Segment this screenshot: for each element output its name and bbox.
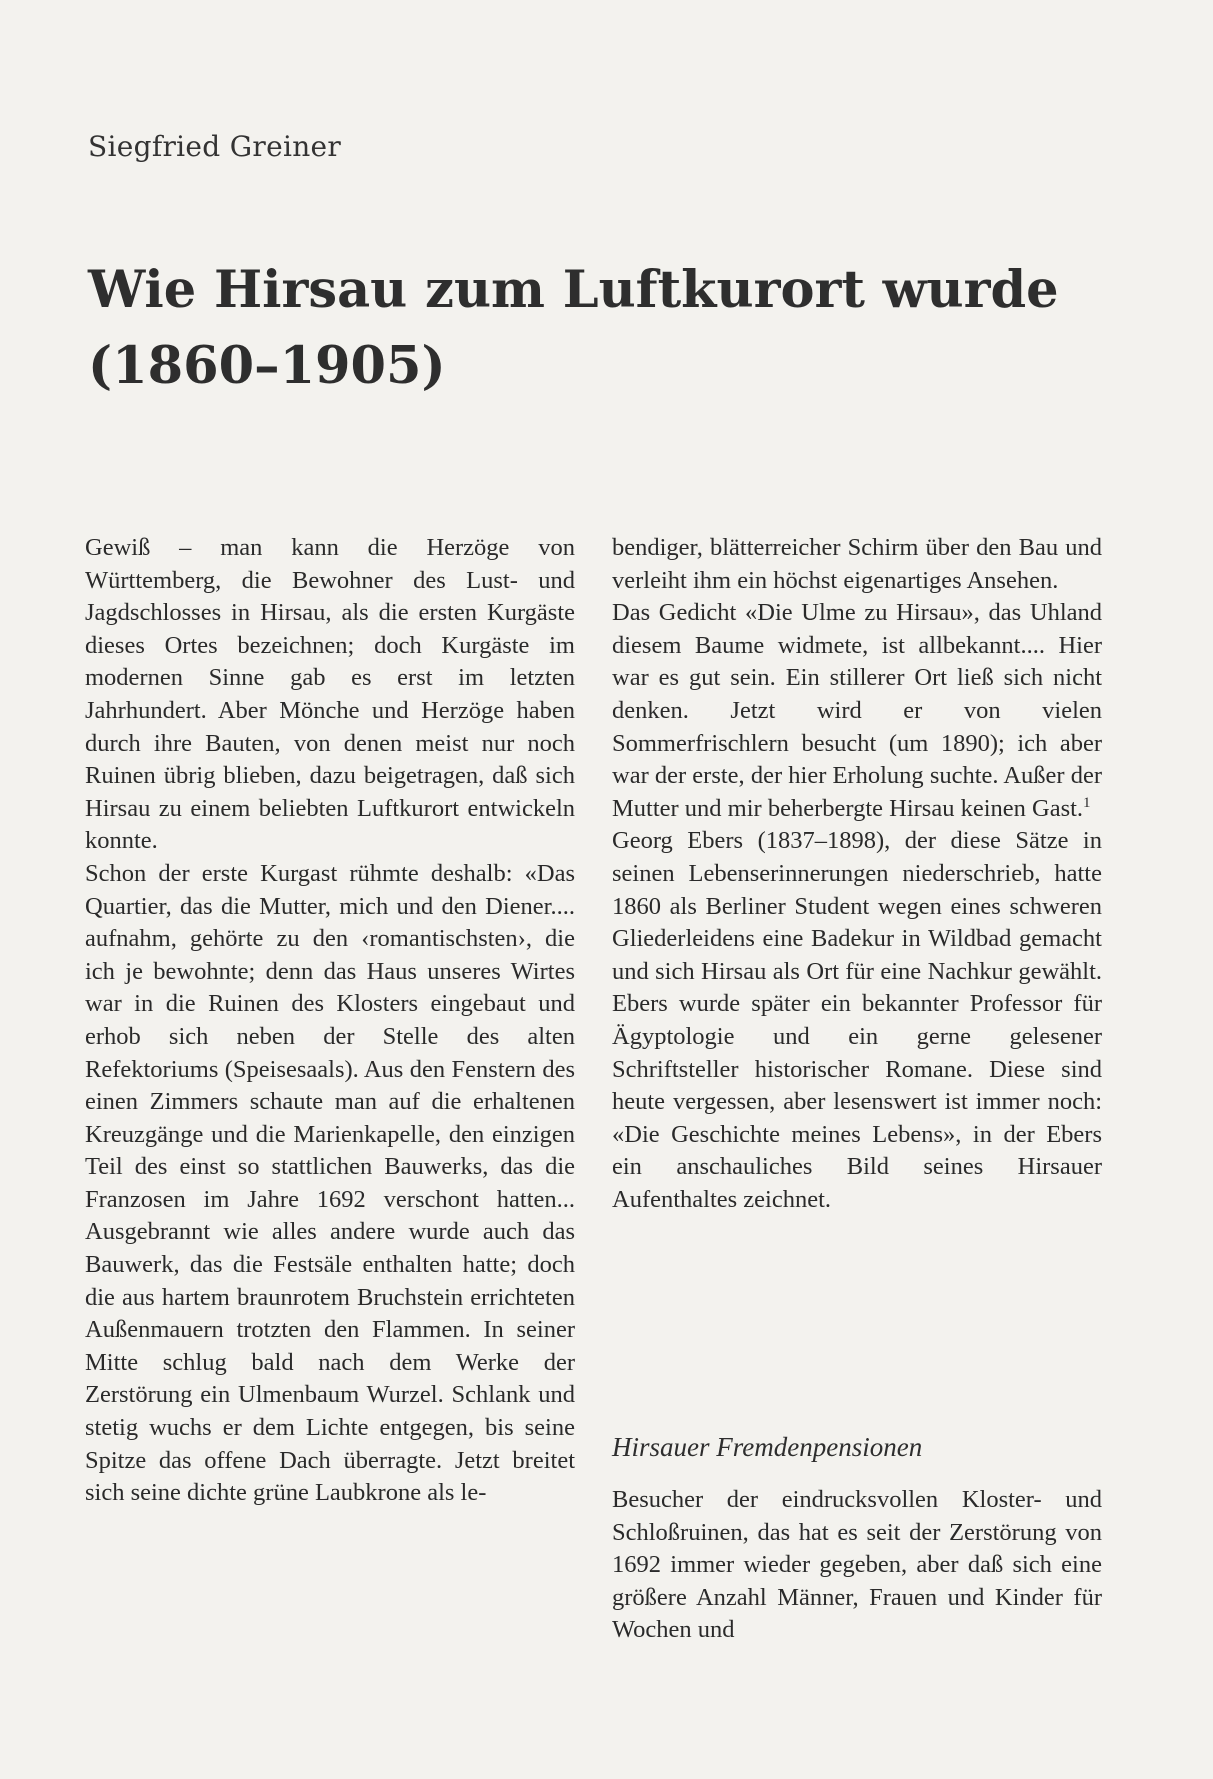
footnote-marker: 1 [1083,794,1091,811]
article-title [88,252,1128,404]
section-subheading: Hirsauer Fremdenpensionen [612,1432,923,1462]
paragraph: Besucher der eindrucksvollen Kloster- und Schloßruinen, das hat es seit der Zerstörung von 1692 immer wieder gegeben, aber daß sich eine größere Anzahl Männer, Frauen und Kinder für Wochen und [612,1486,1102,1644]
paragraph-text: Das Gedicht «Die Ulme zu Hirsau», das Uhland diesem Baume widmete, ist allbekannt.... Hier war es gut sein. Ein stillerer Ort ließ sich nicht denken. Jetzt wird er von vielen Sommerfrischlern besucht (um 1890); ich aber war der erste, der hier Erholung suchte. Außer der Mutter und mir beherbergte Hirsau keinen Gast. [612,599,1102,822]
paragraph [612,597,1102,825]
paragraph: Schon der erste Kurgast rühmte deshalb: «Das Quartier, das die Mutter, mich und den Diener.... aufnahm, gehörte zu den ‹romantischsten›, die ich je bewohnte; denn das Haus unseres Wirtes war in die Ruinen des Klosters eingebaut und erhob sich neben der Stelle des alten Refektoriums (Speisesaals). Aus den Fenstern des einen Zimmers schaute man auf die erhaltenen Kreuzgänge und die Marienkapelle, den einzigen Teil des einst so stattlichen Bauwerks, das die Franzosen im Jahre 1692 verschont hatten... Ausgebrannt wie alles andere wurde auch das Bauwerk, das die Festsäle enthalten hatte; doch die aus hartem braunrotem Bruchstein errichteten Außenmauern trotzten den Flammen. In seiner Mitte schlug bald nach dem Werke der Zerstörung ein Ulmenbaum Wurzel. Schlank und stetig wuchs er dem Lichte entgegen, bis seine Spitze das offene Dach überragte. Jetzt breitet sich seine dichte grüne Laubkrone als le- [85,859,575,1507]
right-column [612,532,1102,1216]
author-name: Siegfried Greiner [88,130,342,163]
right-column-continued [612,1484,1102,1647]
left-column [85,532,575,1510]
title-line-2: (1860–1905) [88,336,446,396]
title-line-1: Wie Hirsau zum Luftkurort wurde [88,260,1059,320]
paragraph: bendiger, blätterreicher Schirm über den Bau und verleiht ihm ein höchst eigenartiges Ansehen. [612,534,1102,594]
paragraph: Georg Ebers (1837–1898), der diese Sätze in seinen Lebenserinnerungen niederschrieb, hatte 1860 als Berliner Student wegen eines schweren Gliederleidens eine Badekur in Wildbad gemacht und sich Hirsau als Ort für eine Nachkur gewählt. Ebers wurde später ein bekannter Professor für Ägyptologie und ein gerne gelesener Schriftsteller historischer Romane. Diese sind heute vergessen, aber lesenswert ist immer noch: «Die Geschichte meines Lebens», in der Ebers ein anschauliches Bild seines Hirsauer Aufenthaltes zeichnet. [612,827,1102,1213]
paragraph: Gewiß – man kann die Herzöge von Württemberg, die Bewohner des Lust- und Jagdschlosses in Hirsau, als die ersten Kurgäste dieses Ortes bezeichnen; doch Kurgäste im modernen Sinne gab es erst im letzten Jahrhundert. Aber Mönche und Herzöge haben durch ihre Bauten, von denen meist nur noch Ruinen übrig blieben, dazu beigetragen, daß sich Hirsau zu einem beliebten Luftkurort entwickeln konnte. [85,534,575,855]
